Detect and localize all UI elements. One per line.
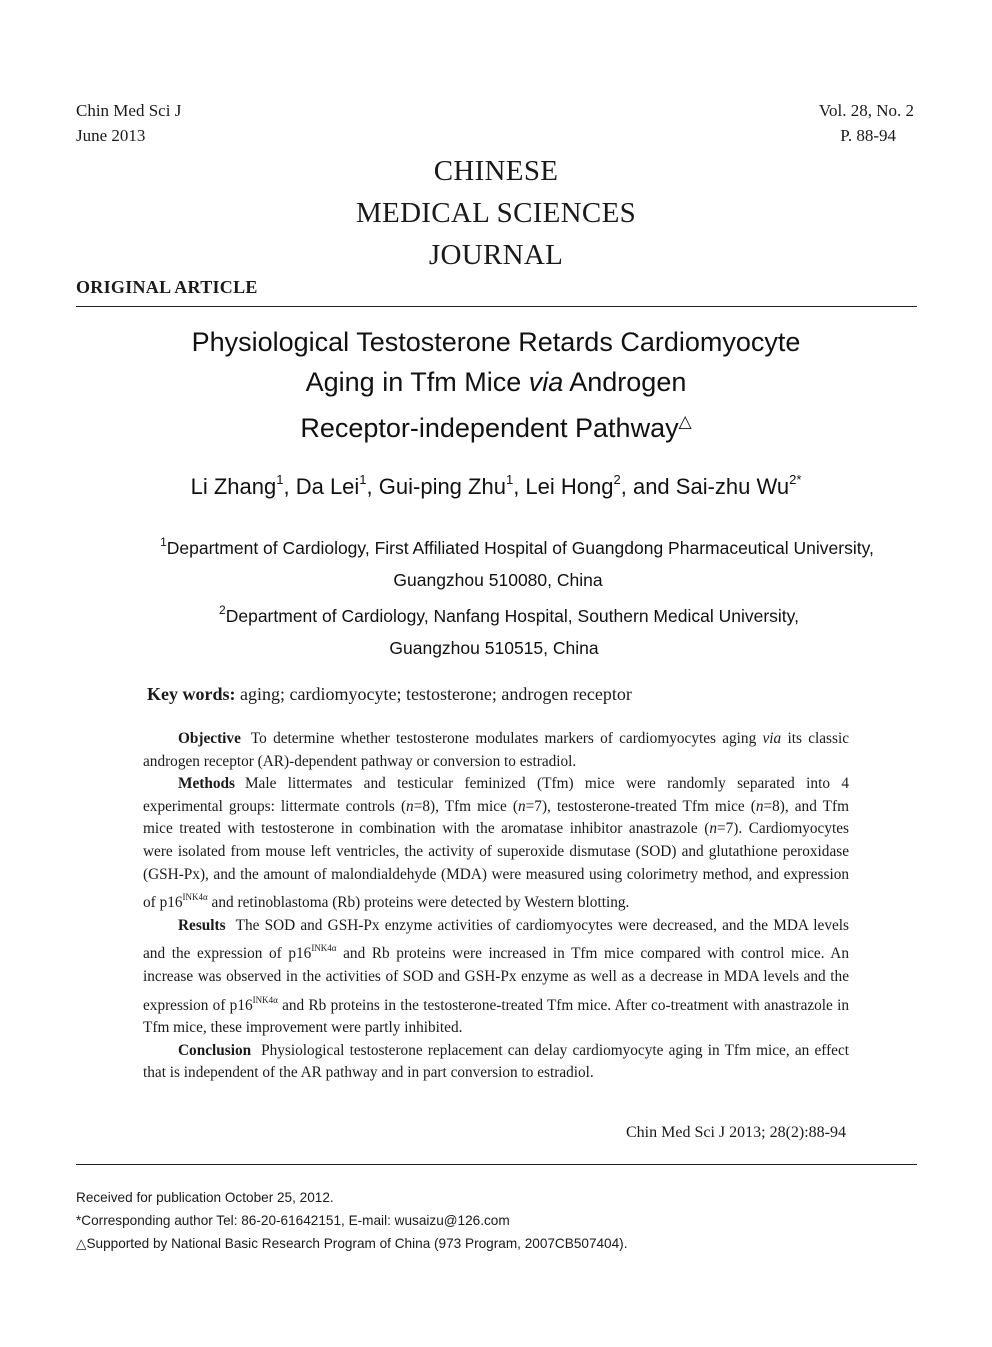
- journal-name-line: JOURNAL: [428, 239, 564, 271]
- keywords-label: Key words:: [147, 684, 236, 704]
- abstract-text: and Rb proteins in the testosterone-treated Tfm mice. After co-treatment with anastrazole in Tfm mice, these improvement were partly inhibited.: [143, 996, 849, 1037]
- title-text: Aging in Tfm Mice: [305, 367, 529, 397]
- abstract-italic: via: [762, 730, 782, 747]
- affiliation-text: Department of Cardiology, First Affiliated Hospital of Guangdong Pharmaceutical University,: [166, 538, 874, 558]
- author-affiliation-mark: 2: [613, 472, 621, 487]
- abstract-italic: n: [406, 797, 414, 815]
- author-name: Da Lei: [295, 474, 360, 499]
- abstract-italic: n: [709, 820, 717, 838]
- abstract-text: =8), and Tfm mice treated with testosterone in combination with the aromatase inhibitor anastrazole (: [143, 797, 849, 838]
- section-label: Objective: [178, 730, 241, 747]
- author-affiliation-mark: 1: [276, 472, 284, 487]
- footnote-corresponding: *Corresponding author Tel: 86-20-61642151, E-mail: wusaizu@126.com: [76, 1213, 510, 1228]
- issue-date: June 2013: [76, 126, 146, 145]
- citation: Chin Med Sci J 2013; 28(2):88-94: [626, 1124, 846, 1141]
- abstract-text: and Rb proteins were increased in Tfm mice compared with control mice. An increase was observed in the activities of SOD and GSH-Px enzyme as well as a decrease in MDA levels and the expression of p16: [143, 945, 849, 1014]
- superscript: INK4α: [182, 892, 208, 903]
- journal-abbrev: Chin Med Sci J: [76, 101, 182, 120]
- section-label: Methods: [178, 775, 235, 793]
- journal-name-line: CHINESE: [433, 155, 559, 187]
- section-label: Conclusion: [178, 1041, 252, 1059]
- abstract-text: =7). Cardiomyocytes were isolated from mouse left ventricles, the activity of superoxide dismutase (SOD) and glutathione peroxidase (GSH-Px), and the amount of malondialdehyde (MDA) were measured using colorimetry method, and expression of p16: [143, 820, 849, 912]
- abstract-text: Male littermates and testicular feminized (Tfm) mice were randomly separated into 4 experimental groups: littermate controls (: [143, 775, 849, 815]
- article-title: [0, 322, 992, 448]
- abstract-methods: [143, 773, 849, 915]
- affiliation-line: Guangzhou 510515, China: [389, 638, 599, 658]
- title-line: [0, 402, 992, 448]
- affiliation-1: [0, 526, 992, 596]
- abstract-text: its classic androgen receptor (AR)-dependent pathway or conversion to estradiol.: [143, 730, 849, 770]
- abstract: [143, 728, 849, 1085]
- affiliation-line: Guangzhou 510080, China: [393, 570, 603, 590]
- author-affiliation-mark: 1: [505, 472, 514, 487]
- author-affiliation-mark: 1: [359, 472, 367, 487]
- page-range: P. 88-94: [840, 126, 896, 145]
- footnote-received: Received for publication October 25, 2012.: [76, 1190, 334, 1205]
- title-text: Receptor-independent Pathway: [300, 413, 679, 443]
- abstract-conclusion: [143, 1040, 849, 1085]
- abstract-text: Physiological testosterone replacement can delay cardiomyocyte aging in Tfm mice, an effect that is independent of the AR pathway and in part conversion to estradiol.: [143, 1041, 849, 1082]
- journal-name-line: MEDICAL SCIENCES: [355, 197, 637, 229]
- affiliation-line: [0, 526, 992, 564]
- volume-number: Vol. 28, No. 2: [818, 101, 914, 120]
- abstract-text: =7), testosterone-treated Tfm mice (: [525, 797, 756, 815]
- author-separator: ,: [283, 474, 296, 499]
- keywords: [147, 681, 632, 707]
- footnote-support: △Supported by National Basic Research Program of China (973 Program, 2007CB507404).: [76, 1236, 628, 1251]
- top-divider: [76, 306, 917, 307]
- abstract-italic: n: [755, 797, 764, 815]
- affiliation-number: 1: [160, 535, 167, 549]
- abstract-text: and retinoblastoma (Rb) proteins were detected by Western blotting.: [207, 894, 630, 912]
- journal-name: [0, 150, 992, 276]
- triangle-mark: △: [678, 412, 692, 431]
- author-separator: ,: [513, 474, 526, 499]
- bottom-divider: [76, 1164, 917, 1165]
- affiliation-text: Department of Cardiology, Nanfang Hospital, Southern Medical University,: [225, 606, 799, 626]
- abstract-text: =8), Tfm mice (: [413, 797, 519, 815]
- abstract-text: To determine whether testosterone modulates markers of cardiomyocytes aging: [250, 730, 763, 747]
- author-affiliation-mark: 2*: [789, 472, 802, 487]
- title-text: Androgen: [563, 367, 687, 397]
- section-label: Results: [178, 916, 226, 934]
- superscript: INK4α: [311, 943, 337, 954]
- author-separator: ,: [366, 474, 379, 499]
- author-list: [0, 462, 992, 505]
- title-italic: via: [528, 367, 564, 397]
- running-header-left: [76, 98, 181, 148]
- author-name: Lei Hong: [525, 474, 614, 499]
- abstract-italic: n: [518, 797, 526, 815]
- superscript: INK4α: [252, 994, 278, 1005]
- author-name: Sai-zhu Wu: [675, 474, 790, 499]
- author-name: Li Zhang: [190, 474, 277, 499]
- title-line: Physiological Testosterone Retards Cardiomyocyte: [191, 327, 801, 357]
- running-header-right: [819, 98, 914, 148]
- author-name: Gui-ping Zhu: [378, 474, 506, 499]
- abstract-results: [143, 915, 849, 1040]
- affiliation-2: [0, 594, 992, 664]
- article-type: ORIGINAL ARTICLE: [76, 277, 258, 297]
- affiliation-line: [0, 594, 992, 632]
- title-line: [0, 362, 992, 402]
- affiliation-number: 2: [219, 603, 226, 617]
- author-separator: , and: [620, 474, 676, 499]
- abstract-objective: [143, 728, 849, 773]
- abstract-text: The SOD and GSH-Px enzyme activities of cardiomyocytes were decreased, and the MDA levels and the expression of p16: [143, 916, 849, 963]
- keywords-text: aging; cardiomyocyte; testosterone; androgen receptor: [235, 684, 632, 704]
